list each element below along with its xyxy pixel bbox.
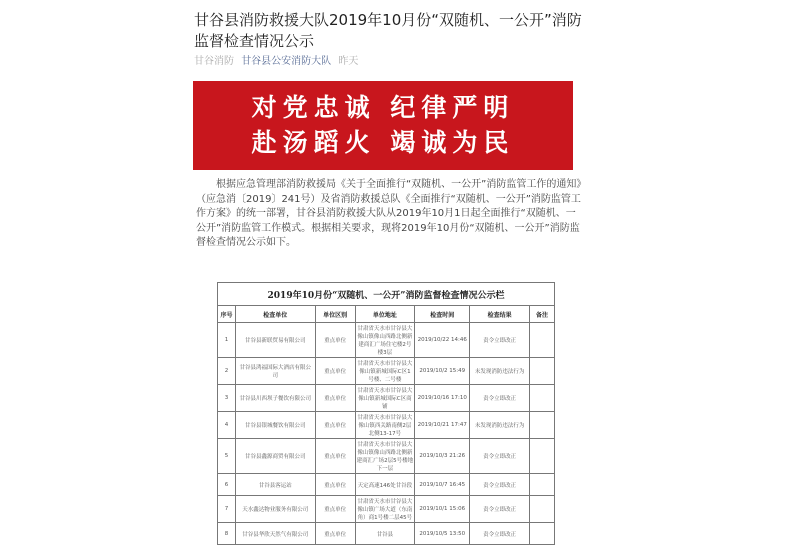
table-cell: 甘谷县川西坝子餐饮有限公司: [235, 385, 315, 412]
table-cell: 甘谷县: [355, 523, 415, 545]
column-header: 检查结果: [470, 306, 530, 323]
table-cell: 甘肃省天水市甘谷县大像山镇新城国际C区1号楼、二号楼: [355, 358, 415, 385]
table-cell: 甘谷县鸿福国际大酒店有限公司: [235, 358, 315, 385]
table-cell: 重点单位: [315, 523, 355, 545]
table-cell: 2019/10/5 13:50: [415, 523, 470, 545]
table-cell: 甘谷县客运站: [235, 474, 315, 496]
slogan-banner: [193, 81, 573, 170]
article-meta: [194, 52, 358, 67]
table-cell: 未发现消防违法行为: [470, 412, 530, 439]
column-header: 备注: [530, 306, 555, 323]
table-cell: 未发现消防违法行为: [470, 358, 530, 385]
source-label: 甘谷消防: [194, 56, 234, 67]
column-header: 检查单位: [235, 306, 315, 323]
table-row: [218, 323, 555, 358]
table-cell: 责令立即改正: [470, 496, 530, 523]
table-cell: 2: [218, 358, 236, 385]
table-cell: 2019/10/7 16:45: [415, 474, 470, 496]
table-cell: [530, 385, 555, 412]
table-cell: 1: [218, 323, 236, 358]
table-cell: 重点单位: [315, 439, 355, 474]
table-cell: 责令立即改正: [470, 385, 530, 412]
table-row: [218, 474, 555, 496]
table-cell: [530, 523, 555, 545]
table-cell: 甘肃省天水市甘谷县大像山镇广场大道（东南角）商1号楼二层45号: [355, 496, 415, 523]
table-row: [218, 412, 555, 439]
table-cell: 7: [218, 496, 236, 523]
table-cell: 责令立即改正: [470, 439, 530, 474]
table-cell: [530, 323, 555, 358]
column-header: 序号: [218, 306, 236, 323]
publish-time: 昨天: [338, 56, 359, 67]
table-cell: 甘肃省天水市甘谷县大像山镇像山西路北侧新建商汇广场住宅楼2号楼3层: [355, 323, 415, 358]
table-row: [218, 358, 555, 385]
table-cell: [530, 439, 555, 474]
table-cell: 2019/10/21 17:47: [415, 412, 470, 439]
table-row: [218, 385, 555, 412]
table-cell: 重点单位: [315, 358, 355, 385]
table-cell: 甘谷县新联贸易有限公司: [235, 323, 315, 358]
intro-paragraph: 根据应急管理部消防救援局《关于全面推行“双随机、一公开”消防监管工作的通知》（应急消〔2019〕241号）及省消防救援总队《全面推行“双随机、一公开”消防监管工作方案》的统一部署，甘谷县消防救援大队从2019年10月1日起全面推行“双随机、一公开”消防监管工作模式。根据相关要求，现将2019年10月份“双随机、一公开”消防监督检查情况公示如下。: [196, 179, 582, 248]
banner-line-1: 对党忠诚 纪律严明: [251, 93, 515, 122]
table-row: [218, 523, 555, 545]
table-cell: 2019/10/22 14:46: [415, 323, 470, 358]
table-cell: 甘肃省天水市甘谷县大像山镇像山西路北侧新建商汇广场2层5号楼地下一层: [355, 439, 415, 474]
table-cell: 责令立即改正: [470, 474, 530, 496]
table-row: [218, 496, 555, 523]
table-cell: 重点单位: [315, 474, 355, 496]
column-header: 检查时间: [415, 306, 470, 323]
column-header: 单位地址: [355, 306, 415, 323]
table-cell: 甘谷县银城餐饮有限公司: [235, 412, 315, 439]
table-cell: 天定高速146处甘谷段: [355, 474, 415, 496]
table-cell: 重点单位: [315, 412, 355, 439]
table-cell: [530, 412, 555, 439]
table-cell: [530, 474, 555, 496]
account-link[interactable]: 甘谷县公安消防大队: [241, 56, 332, 67]
table-cell: 6: [218, 474, 236, 496]
table-cell: [530, 496, 555, 523]
table-cell: 重点单位: [315, 323, 355, 358]
table-cell: 3: [218, 385, 236, 412]
banner-line-2: 赴汤蹈火 竭诚为民: [251, 128, 515, 157]
table-caption: 2019年10月份“双随机、一公开”消防监督检查情况公示栏: [218, 283, 555, 306]
table-cell: [530, 358, 555, 385]
table-cell: 重点单位: [315, 385, 355, 412]
inspection-table: [217, 282, 555, 545]
table-cell: 甘谷县鑫源商贸有限公司: [235, 439, 315, 474]
table-cell: 甘谷县华欣天然气有限公司: [235, 523, 315, 545]
table-cell: 甘肃省天水市甘谷县大像山镇新城国际C区商铺: [355, 385, 415, 412]
table-cell: 4: [218, 412, 236, 439]
table-row: [218, 439, 555, 474]
table-cell: 重点单位: [315, 496, 355, 523]
table-cell: 2019/10/1 15:06: [415, 496, 470, 523]
column-header: 单位区别: [315, 306, 355, 323]
table-cell: 5: [218, 439, 236, 474]
article-title: 甘谷县消防救援大队2019年10月份“双随机、一公开”消防监督检查情况公示: [194, 11, 582, 50]
table-cell: 甘肃省天水市甘谷县大像山镇西关路南侧2层北侧13-17号: [355, 412, 415, 439]
table-cell: 8: [218, 523, 236, 545]
table-cell: 2019/10/16 17:10: [415, 385, 470, 412]
table-cell: 责令立即改正: [470, 523, 530, 545]
table-cell: 责令立即改正: [470, 323, 530, 358]
table-cell: 2019/10/3 21:26: [415, 439, 470, 474]
table-header-row: [218, 306, 555, 323]
table-cell: 2019/10/2 15:49: [415, 358, 470, 385]
table-cell: 天水鑫达物业服务有限公司: [235, 496, 315, 523]
